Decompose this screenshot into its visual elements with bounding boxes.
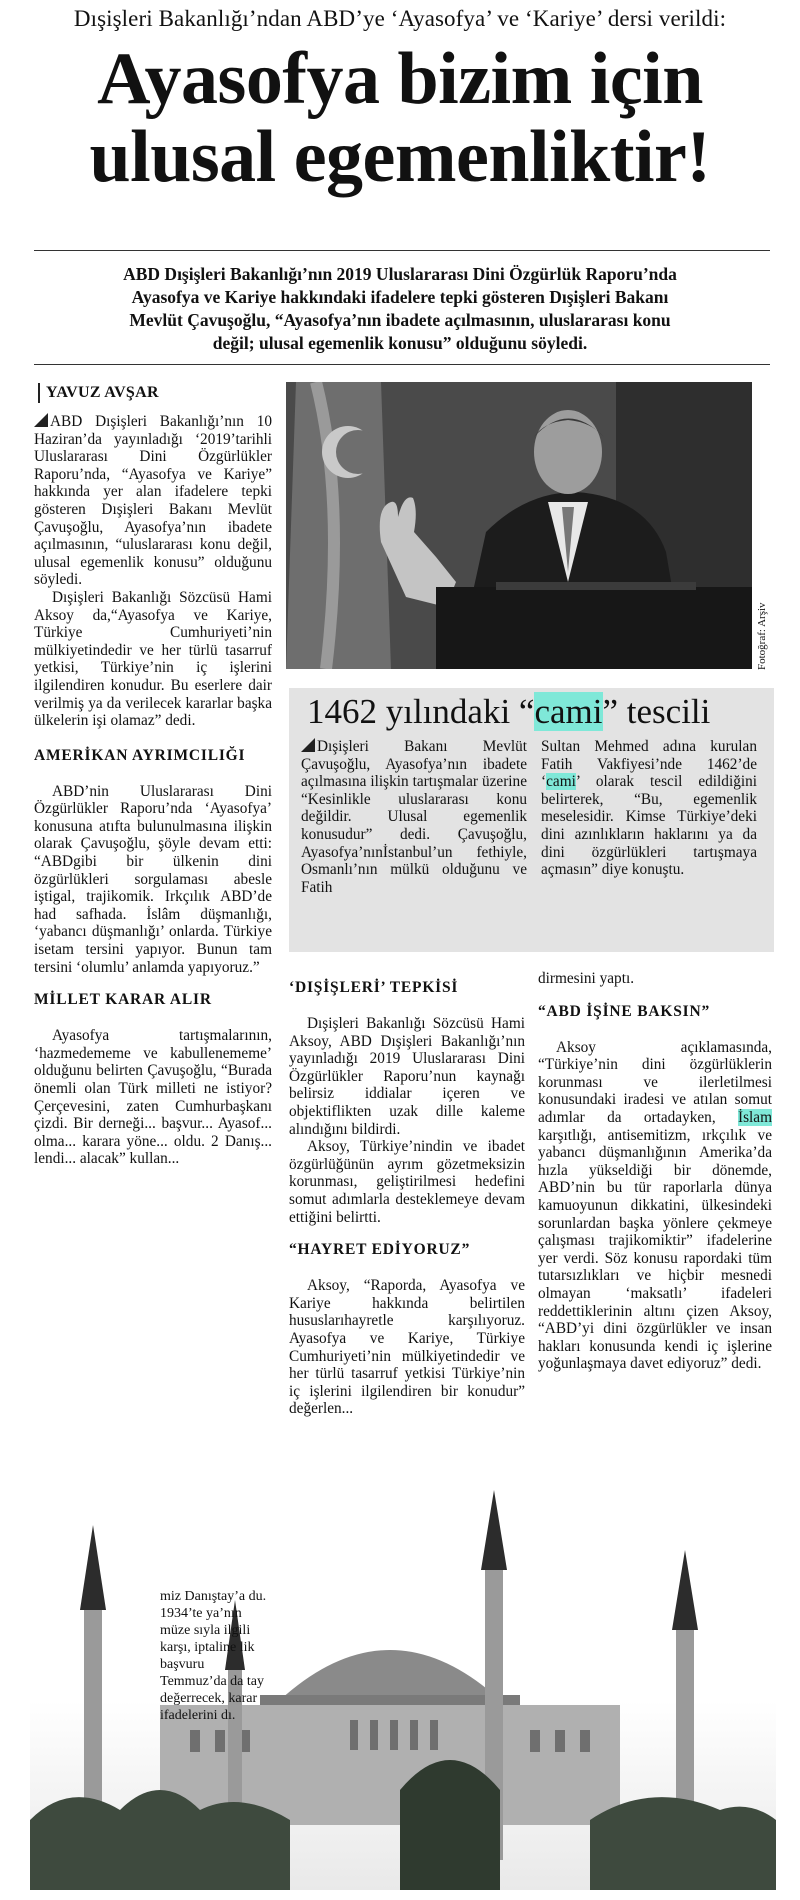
subhead-millet: MİLLET KARAR ALIR [34, 991, 212, 1009]
col2-paragraph-3: Aksoy, “Raporda, Ayasofya ve Kariye hakkında belirtilen hususlarıhayretle karşılıyoruz. Ayasofya ve Kariye, Türkiye Cumhuriyeti’nin mülkiyetindedir ve her türlü tasarruf yetkisi Türkiye’nin iç işlerini ilgilendiren bir konudur” değerlen... [289, 1277, 525, 1418]
headline [20, 40, 780, 196]
col2-paragraph-2: Aksoy, Türkiye’nindin ve ibadet özgürlüğünün ayrım gözetmeksizin korunması, geliştirilmesi hedefini somut adımlarla desteklemeye devam ettiğini belirtti. [289, 1138, 525, 1226]
lead-line-3: Mevlüt Çavuşoğlu, “Ayasofya’nın ibadete açılmasının, uluslararası konu [129, 310, 671, 330]
subhead-disisleri: ‘DIŞİŞLERİ’ TEPKİSİ [289, 979, 459, 996]
byline: YAVUZ AVŞAR [38, 383, 272, 403]
box-right-text [541, 738, 757, 879]
box-right-highlight: cami [546, 773, 576, 791]
photo-credit-text: Fotoğraf: Arşiv [756, 602, 768, 670]
col1-paragraph-1 [34, 413, 272, 589]
col3-paragraph-0: dirmesini yaptı. [538, 970, 635, 987]
box-title-highlight: cami [534, 692, 603, 731]
minister-photo-illustration [286, 382, 752, 669]
headline-line-2: ulusal egemenliktir! [89, 116, 711, 198]
lead-line-1: ABD Dışişleri Bakanlığı’nın 2019 Uluslararası Dini Özgürlük Raporu’nda [123, 264, 677, 284]
kicker: Dışişleri Bakanlığı’ndan ABD’ye ‘Ayasofya’ ve ‘Kariye’ dersi verildi: [73, 6, 727, 31]
col3-p1-pre: Aksoy açıklamasında, “Türkiye’nin dini özgürlüklerin korunması ve ilerletilmesi konusundaki iradesi ve atılan somut adımlar da ortadayken, [538, 1038, 772, 1126]
col3-p1-highlight: İslam [738, 1108, 772, 1126]
headline-line-1: Ayasofya bizim için [97, 38, 703, 120]
col1-wrap-text: miz Danıştay’a du. 1934’te ya’nın müze sıyla ilgili karşı, iptaline lik başvuru Temmuz’da da tay değerrecek, karar ifadelerini dı. [160, 1589, 267, 1723]
col1-paragraph-3: ABD’nin Uluslararası Dini Özgürlükler Raporu’nda ‘Ayasofya’ konusuna atıfta bulunulmasına ilişkin olarak Çavuşoğlu, şöyle devam etti: “ABDgibi bir ülkenin dini özgürlükleri sorgulaması abesle iştigal, trajikomik. Irkçılık ABD’de had safhada. İslâm düşmanlığı, ‘yabancı düşmanlığı’ onlarda. Türkiye isetam tersini yapıyor. Bunun tam tersini ‘olumlu’ anlamda yapıyoruz.” [34, 782, 272, 976]
lead-line-4: değil; ulusal egemenlik konusu” olduğunu söyledi. [212, 333, 588, 353]
column-right [538, 970, 772, 1373]
col3-paragraph-1 [538, 1039, 772, 1373]
column-left [34, 383, 272, 1168]
lead-line-2: Ayasofya ve Kariye hakkındaki ifadelere tepki gösteren Dışişleri Bakanı [131, 287, 669, 307]
box-right-post: ’ olarak tescil edildiğini belirterek, “Bu, egemenlik meselesidir. Kimse Türkiye’deki dini azınlıkların haklarını ya da dini özgürlükleri tartışmaya açmasın” diye konuştu. [541, 773, 757, 879]
photo-minister [286, 382, 752, 669]
divider-lead [34, 364, 770, 365]
hagia-sophia-illustration [30, 1490, 776, 1890]
divider-top [34, 250, 770, 251]
col3-p1-post: karşıtlığı, antisemitizm, ırkçılık ve yabancı düşmanlığının Amerika’da hızla yükseldiği bir dönemde, ABD’nin bu tür raporlarla dünya kamuoyunun dikkatini, ülkesindeki sorunlardan başka yönlere çekmeye çalışması trajikomiktir” ifadelerine yer verdi. Söz konusu rapordaki tüm tutarsızlıkları ve hiçbir mesnedi olmayan ‘maksatlı’ ifadeleri reddettiklerinin altını çizen Aksoy, “ABD’yi dini özgürlükler ve insan hakları konusunda kendi iç işlerine yoğunlaşmaya davet ediyoruz” dedi. [538, 1126, 772, 1373]
box-left-text [301, 738, 527, 896]
column-middle [289, 970, 525, 1418]
triangle-marker-icon [34, 413, 48, 427]
triangle-marker-icon [301, 738, 315, 752]
col1-p1-text: ABD Dışişleri Bakanlığı’nın 10 Haziran’da yayınladığı ‘2019’tarihli Uluslararası Dini Özgürlükler Raporu’nda, “Ayasofya ve Kariye” hakkında yer alan ifadelere tepki gösteren Dışişleri Bakanı Mevlüt Çavuşoğlu, Ayasofya’nın ibadete açılmasının, “uluslararası konu değil, ulusal egemenlik konusu” olduğunu söyledi. [34, 413, 272, 589]
col1-paragraph-4: Ayasofya tartışmalarının, ‘hazmedememe ve kabullenememe’ olduğunu belirten Çavuşoğlu, “Burada önemli olan Türk milleti ne istiyor? Çerçevesini, zaten Cumhurbaşkanı çizdi. Bir derneği... başvur... Ayasof... olma... karara yöne... oldu. 2 Danış... lendi... alacak” kullan... [34, 1027, 272, 1168]
box-left-body: Dışişleri Bakanı Mevlüt Çavuşoğlu, Ayasofya’nın ibadete açılmasına ilişkin tartışmalar üzerine “Kesinlikle uluslararası konu değildir. Ulusal egemenlik konusudur” dedi. Çavuşoğlu, Ayasofya’nınİstanbul’un fethiyle, Osmanlı’nın mülkü olduğunu ve Fatih [301, 738, 527, 896]
box-title [307, 692, 710, 732]
subhead-abd-isine: “ABD İŞİNE BAKSIN” [538, 1002, 711, 1020]
box-right-pre: Sultan Mehmed adına kurulan Fatih Vakfiyesi’nde 1462’de ‘ [541, 738, 757, 791]
photo-credit [756, 580, 772, 670]
col2-paragraph-1: Dışişleri Bakanlığı Sözcüsü Hami Aksoy, ABD Dışişleri Bakanlığı’nın yayınladığı 2019 Uluslararası Dini Özgürlükler Raporu’nun kaynağı belirsiz iddialar içeren ve objektiflikten uzak dille kaleme alındığını bildirdi. [289, 1015, 525, 1138]
sidebar-box [289, 688, 774, 952]
box-title-post: ” tescili [602, 692, 711, 731]
subhead-amerikan: AMERİKAN AYRIMCILIĞI [34, 746, 246, 764]
lead-paragraph [55, 263, 745, 355]
subhead-hayret: “HAYRET EDİYORUZ” [289, 1241, 471, 1259]
col1-paragraph-2: Dışişleri Bakanlığı Sözcüsü Hami Aksoy da,“Ayasofya ve Kariye, Türkiye Cumhuriyeti’nin mülkiyetindedir ve her türlü tasarruf yetkisi, Türkiye’nin iç işlerini ilgilendiren konudur. Bu eserlere dair verilmiş ya da verilecek kararlar başka ülkelerin işi olamaz” dedi. [34, 588, 272, 730]
box-title-pre: 1462 yılındaki “ [307, 692, 535, 731]
